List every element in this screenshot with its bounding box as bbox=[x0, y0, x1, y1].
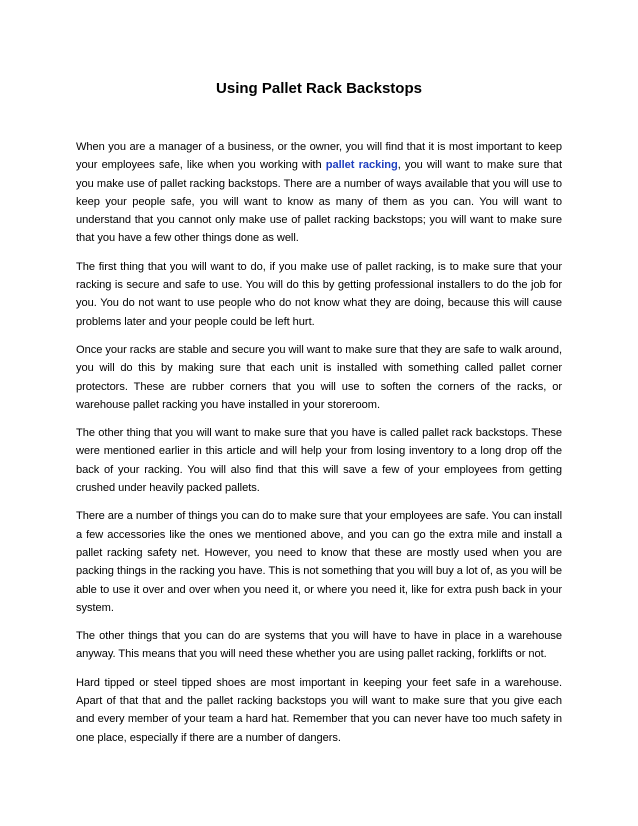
paragraph-1 bbox=[76, 138, 562, 248]
paragraph-3: Once your racks are stable and secure you will want to make sure that they are safe to walk around, you will do this by making sure that each unit is installed with something called pallet corner protectors. These are rubber corners that you will use to soften the corners of the racks, or warehouse pallet racking you have installed in your storeroom. bbox=[76, 343, 562, 411]
paragraph-1-text-before-link: When you are a manager of a business, or the owner, you will find that it is most important to keep your employees safe, like when you working with bbox=[76, 141, 562, 172]
document-title: Using Pallet Rack Backstops bbox=[216, 80, 422, 97]
paragraph-4: The other thing that you will want to make sure that you have is called pallet rack backstops. These were mentioned earlier in this article and will help your from losing inventory to a long drop off the back of your racking. You will also find that this will save a few of your employees from getting crushed under heavily packed pallets. bbox=[76, 427, 562, 495]
paragraph-6: The other things that you can do are systems that you will have to have in place in a warehouse anyway. This means that you will need these whether you are using pallet racking, forklifts or not. bbox=[76, 630, 562, 661]
paragraph-2: The first thing that you will want to do, if you make use of pallet racking, is to make sure that your racking is secure and safe to use. You will do this by getting professional installers to do the job for you. You do not want to use people who do not know what they are doing, because this will cause problems later and your people could be left hurt. bbox=[76, 260, 562, 328]
paragraph-7: Hard tipped or steel tipped shoes are most important in keeping your feet safe in a warehouse. Apart of that that and the pallet racking backstops you will want to make sure that you give each and every member of your team a hard hat. Remember that you can never have too much safety in one place, especially if there are a number of dangers. bbox=[76, 676, 562, 744]
paragraph-5: There are a number of things you can do to make sure that your employees are safe. You can install a few accessories like the ones we mentioned above, and you can go the extra mile and install a pallet racking safety net. However, you need to know that these are mostly used when you are packing things in the racking you have. This is not something that you will buy a lot of, as you will be able to use it over and over when you need it, or where you need it, like for extra push back in your system. bbox=[76, 510, 562, 614]
pallet-racking-link[interactable]: pallet racking bbox=[325, 159, 398, 172]
paragraph-1-text-after-link: , you will want to make sure that you make use of pallet racking backstops. There are a number of ways available that you will use to keep your people safe, you will want to know as many of them as you can. You will want to understand that you cannot only make use of pallet racking backstops; you will want to make sure that you have a few other things done as well. bbox=[76, 159, 563, 245]
